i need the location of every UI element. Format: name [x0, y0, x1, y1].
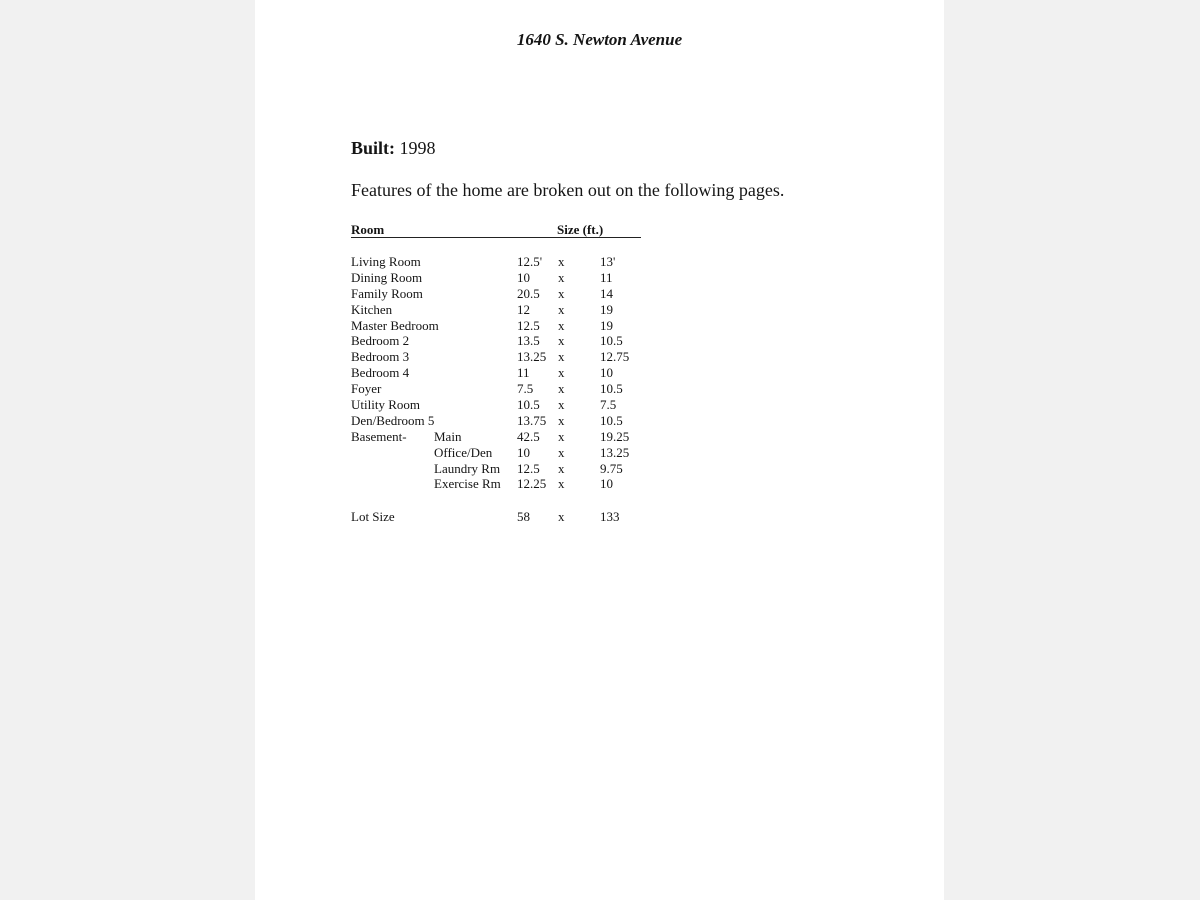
- table-row: [351, 254, 751, 270]
- room-width: 42.5: [517, 428, 540, 444]
- room-length: 10: [600, 476, 613, 492]
- room-name: Den/Bedroom 5: [351, 412, 435, 428]
- table-row: [351, 270, 751, 286]
- table-row: [351, 413, 751, 429]
- dimension-times: x: [558, 412, 565, 428]
- room-width: 10: [517, 269, 530, 285]
- room-name: Family Room: [351, 285, 423, 301]
- dimension-times: x: [558, 254, 565, 269]
- room-width: 13.5: [517, 333, 540, 349]
- room-name: Kitchen: [351, 301, 393, 317]
- room-length: 10.5: [600, 333, 623, 349]
- room-name: Living Room: [351, 254, 421, 269]
- dimension-times: x: [558, 476, 565, 492]
- dimension-times: x: [558, 444, 565, 460]
- table-row: [351, 349, 751, 365]
- table-row: [351, 429, 751, 445]
- dimension-times: x: [558, 285, 565, 301]
- room-length: 19: [600, 301, 613, 317]
- lot-label: Lot Size: [351, 509, 395, 524]
- room-width: 13.75: [517, 412, 547, 428]
- dimension-times: x: [558, 301, 565, 317]
- built-label: Built:: [351, 138, 396, 158]
- dimension-times: x: [558, 317, 565, 333]
- table-row: [351, 445, 751, 461]
- room-name: Dining Room: [351, 269, 423, 285]
- room-width: 7.5: [517, 381, 534, 397]
- table-row: [351, 318, 751, 334]
- room-width: 12.5: [517, 317, 540, 333]
- dimension-times: x: [558, 269, 565, 285]
- sub-room-name: Office/Den: [434, 444, 493, 460]
- room-name: Foyer: [351, 381, 382, 397]
- dimension-times: x: [558, 460, 565, 476]
- room-name: Basement-: [351, 428, 407, 444]
- dimension-times: x: [558, 365, 565, 381]
- lot-length: 133: [600, 509, 620, 524]
- room-width: 11: [517, 365, 530, 381]
- room-length: 7.5: [600, 397, 617, 413]
- room-width: 20.5: [517, 285, 540, 301]
- room-length: 13.25: [600, 444, 630, 460]
- intro-text: Features of the home are broken out on the following pages.: [351, 180, 785, 200]
- header-room: Room: [351, 222, 385, 237]
- sub-room-name: Exercise Rm: [434, 476, 501, 492]
- dimension-times: x: [558, 397, 565, 413]
- room-length: 19: [600, 317, 613, 333]
- sub-room-name: Main: [434, 428, 462, 444]
- table-row: [351, 476, 751, 492]
- sub-room-name: Laundry Rm: [434, 460, 501, 476]
- table-row: [351, 365, 751, 381]
- room-width: 13.25: [517, 349, 547, 365]
- room-length: 14: [600, 285, 613, 301]
- room-name: Utility Room: [351, 397, 420, 413]
- room-length: 19.25: [600, 428, 630, 444]
- built-year: 1998: [399, 138, 436, 158]
- lot-width: 58: [517, 509, 530, 524]
- document-page: [255, 0, 944, 900]
- built-line: [351, 138, 436, 159]
- room-width: 10: [517, 444, 530, 460]
- room-length: 11: [600, 269, 613, 285]
- room-length: 10.5: [600, 412, 623, 428]
- table-row: [351, 381, 751, 397]
- lot-times: x: [558, 509, 565, 524]
- room-length: 10: [600, 365, 613, 381]
- room-name: Master Bedroom: [351, 317, 439, 333]
- lot-size-row: [351, 509, 751, 525]
- table-row: [351, 333, 751, 349]
- room-table: [351, 254, 751, 492]
- table-row: [351, 461, 751, 477]
- table-row: [351, 302, 751, 318]
- room-name: Bedroom 4: [351, 365, 410, 381]
- room-name: Bedroom 3: [351, 349, 410, 365]
- room-width: 12.5: [517, 460, 540, 476]
- room-name: Bedroom 2: [351, 333, 410, 349]
- dimension-times: x: [558, 381, 565, 397]
- room-length: 10.5: [600, 381, 623, 397]
- room-width: 12.5': [517, 254, 543, 269]
- table-row: [351, 397, 751, 413]
- dimension-times: x: [558, 428, 565, 444]
- page-title: 1640 S. Newton Avenue: [516, 30, 683, 49]
- room-length: 12.75: [600, 349, 630, 365]
- room-length: 9.75: [600, 460, 623, 476]
- dimension-times: x: [558, 349, 565, 365]
- header-rule: [351, 237, 641, 238]
- header-size: Size (ft.): [557, 222, 604, 237]
- room-width: 10.5: [517, 397, 540, 413]
- dimension-times: x: [558, 333, 565, 349]
- room-width: 12.25: [517, 476, 547, 492]
- room-length: 13': [600, 254, 616, 269]
- table-row: [351, 286, 751, 302]
- room-width: 12: [517, 301, 530, 317]
